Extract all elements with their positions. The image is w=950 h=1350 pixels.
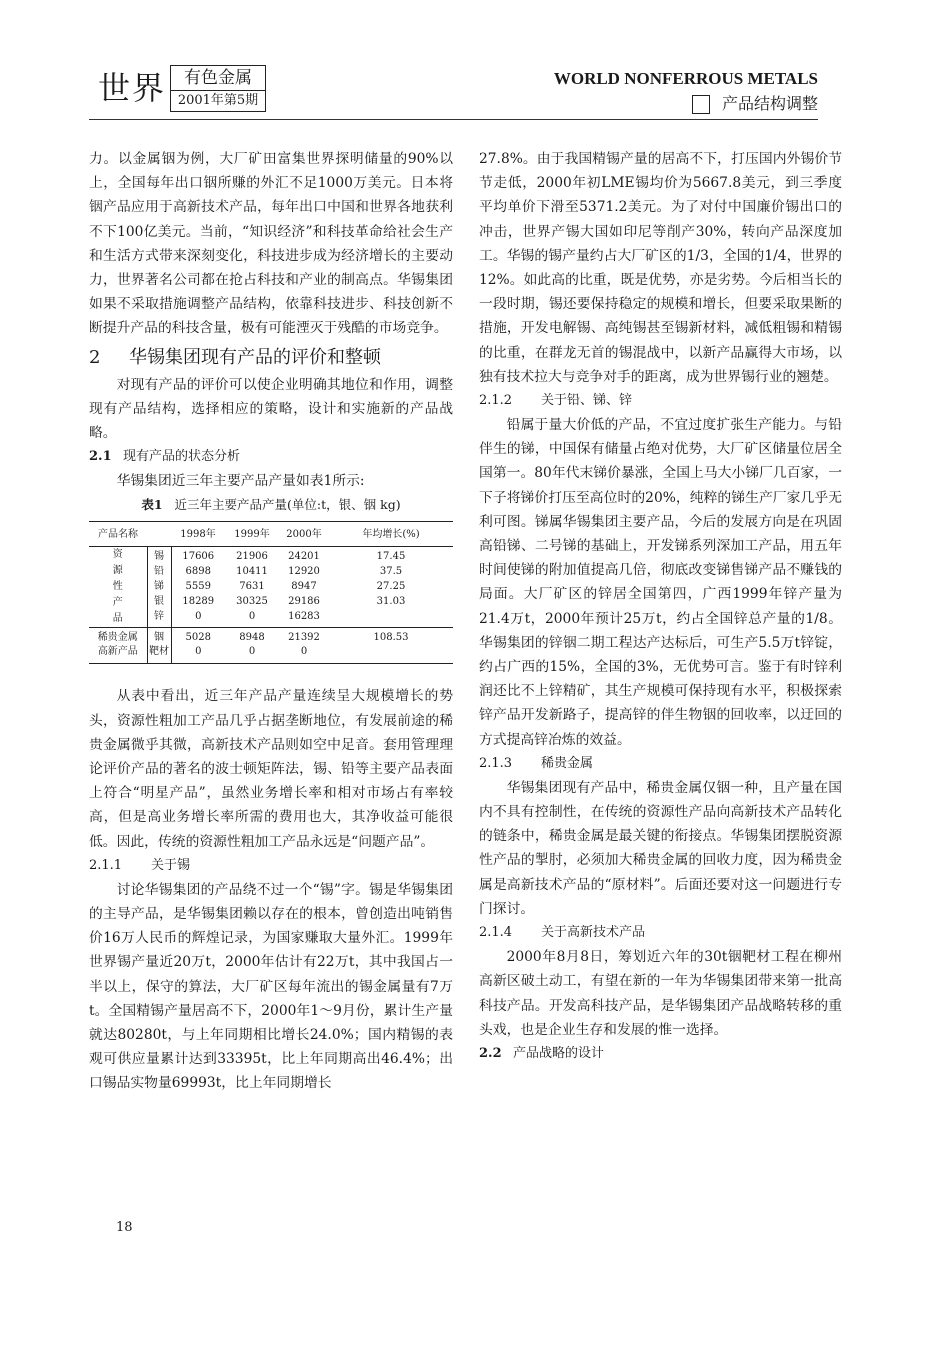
journal-box-title: 有色金属: [171, 66, 265, 91]
table-row: 稀贵金属 铟 5028 8948 21392 108.53: [89, 628, 453, 646]
heading-text: 华锡集团现有产品的评价和整顿: [129, 346, 381, 368]
table-header-cell: [147, 522, 171, 547]
paragraph: 铅属于量大价低的产品，不宜过度扩张生产能力。与铅伴生的锑，中国保有储量占绝对优势，大厂矿区储量位居全国第一。80年代末锑价暴涨，全国上马大小锑厂几百家，一下子将锑价打压至高位时的20%，纯粹的锑生产厂家几乎无利可图。锑属华锡集团主要产品，今后的发展方向是在巩固高铅锑、二号锑的基础上，开发锑系列深加工产品，用五年时间使锑的附加值提高几倍，彻底改变锑售锑产品不赚钱的局面。大厂矿区的锌居全国第四，广西1999年锌产量为21.4万t，2000年预计25万t，约占全国锌总产量的1/8。华锡集团的锌铟二期工程达产达标后，可生产5.5万t锌锭，约占广西的15%，全国的3%，无优势可言。鉴于有时锌利润还比不上锌精矿，其生产规模可保持现有水平，积极探索锌产品开发新路子，提高锌的伴生物铟的回收率，以迂回的方式提高锌冶炼的效益。: [479, 417, 842, 748]
section-heading-2: [89, 343, 453, 373]
heading-number: 2.1.1: [89, 857, 123, 873]
paragraph: 讨论华锡集团的产品绕不过一个“锡”字。锡是华锡集团的主导产品，是华锡集团赖以存在的根本，曾创造出吨销售价16万人民币的辉煌记录，为国家赚取大量外汇。1999年世界锡产量近20万t，2000年估计有22万t，其中我国占一半以上，保守的算法，大厂矿区每年流出的锡金属量有7万t。全国精锡产量居高不下，2000年1～9月份，累计生产量就达80280t，与上年同期相比增长24.0%；国内精锡的表观可供应量累计达到33395t，比上年同期高出46.4%；出口锡品实物量69993t，比上年同期增长: [89, 881, 453, 1092]
table-row: 高新产品 靶材 0 0 0: [89, 645, 453, 664]
paragraph: 力。以金属铟为例，大厂矿田富集世界探明储量的90%以上，全国每年出口铟所赚的外汇不足1000万美元。日本将铟产品应用于高新技术产品，每年出口中国和世界各地获利不下100亿美元。当前，“知识经济”和科技革命给社会生产和生活方式带来深刻变化，科技进步成为经济增长的主要动力，世界著名公司都在抢占科技和产业的制高点。华锡集团如果不采取措施调整产品结构，依靠科技进步、科技创新不断提升产品的科技含量，极有可能湮灭于残酷的市场竞争。: [89, 151, 453, 337]
table-row: 铅 6898 10411 12920 37.5: [89, 565, 453, 580]
production-table: [89, 521, 453, 664]
journal-name-cn: 世界: [98, 69, 167, 107]
group-label-hightech: 高新产品: [89, 645, 147, 664]
table-header-cell: 2000年: [279, 522, 329, 547]
section-heading-2-1-1: [89, 854, 453, 878]
heading-text: 关于铅、锑、锌: [541, 393, 633, 409]
paragraph: 华锡集团近三年主要产品产量如表1所示:: [116, 473, 365, 490]
paragraph: 2000年8月8日，筹划近六年的30t铟靶材工程在柳州高新区破土动工，有望在新的一年为华锡集团带来第一批高科技产品。开发高科技产品，是华锡集团产品战略转移的重头戏，也是企业生存和发展的惟一选择。: [479, 949, 842, 1038]
heading-text: 关于锡: [151, 857, 191, 873]
issue-label: 2001年第5期: [177, 93, 259, 108]
section-heading-2-2: [479, 1042, 842, 1066]
heading-text: 现有产品的状态分析: [123, 449, 241, 465]
table-header-cell: 年均增长(%): [329, 522, 453, 547]
journal-name-en: WORLD NONFERROUS METALS: [553, 69, 818, 88]
table-caption: [89, 493, 453, 517]
section-heading-2-1-2: [479, 389, 842, 413]
group-label-rare: 稀贵金属: [89, 628, 147, 646]
table-header-cell: 1998年: [171, 522, 225, 547]
section-header: [692, 92, 818, 116]
heading-text: 稀贵金属: [541, 755, 594, 771]
heading-text: 产品战略的设计: [513, 1045, 605, 1061]
table-caption-label: 表1: [141, 497, 163, 513]
left-column: [89, 147, 453, 1096]
heading-number: 2.1.3: [479, 755, 513, 771]
section-title: 产品结构调整: [721, 94, 818, 113]
heading-number: 2: [89, 346, 101, 368]
heading-number: 2.1.2: [479, 393, 513, 409]
table-caption-text: 近三年主要产品产量(单位:t，银、铟 kg): [174, 497, 401, 513]
heading-number: 2.2: [479, 1045, 502, 1061]
table-row: 资 源 性 产 品 锡 17606 21906 24201 17.45: [89, 547, 453, 565]
paragraph: 华锡集团现有产品中，稀贵金属仅铟一种，且产量在国内不具有控制性，在传统的资源性产品向高新技术产品转化的链条中，稀贵金属是最关键的衔接点。华锡集团摆脱资源性产品的掣肘，必须加大稀贵金属的回收力度，因为稀贵金属是高新技术产品的“原材料”。后面还要对这一问题进行专门探讨。: [479, 779, 842, 917]
heading-text: 关于高新技术产品: [541, 925, 646, 941]
header-rule: [89, 119, 818, 120]
square-icon: [692, 95, 710, 114]
right-column: [479, 147, 842, 1066]
table-row: 锑 5559 7631 8947 27.25: [89, 580, 453, 595]
section-heading-2-1-4: [479, 921, 842, 945]
paragraph: 27.8%。由于我国精锡产量的居高不下，打压国内外锡价节节走低，2000年初LME锡均价为5667.8美元，到三季度平均单价下滑至5371.2美元。为了对付中国廉价锡出口的冲击，世界产锡大国如印尼等削产30%，转向产品深度加工。华锡的锡产量约占大厂矿区的1/3，全国的1/4，世界的12%。如此高的比重，既是优势，亦是劣势。今后相当长的一段时期，锡还要保持稳定的规模和增长，但要采取果断的措施，开发电解锡、高纯锡甚至锡新材料，减低粗锡和精锡的比重，在群龙无首的锡混战中，以新产品赢得大市场，以独有技术拉大与竞争对手的距离，成为世界锡行业的翘楚。: [479, 151, 842, 385]
journal-title-box: [170, 65, 266, 112]
page-number: 18: [116, 1220, 133, 1235]
paragraph: 从表中看出，近三年产品产量连续呈大规模增长的势头，资源性粗加工产品几乎占据垄断地位，有发展前途的稀贵金属微乎其微，高新技术产品则如空中足音。套用管理理论评价产品的著名的波士顿矩阵法，锡、铅等主要产品表面上符合“明星产品”，虽然业务增长率和相对市场占有率较高，但是高业务增长率所需的费用也大，其净收益可能很低。因此，传统的资源性粗加工产品永远是“问题产品”。: [89, 688, 453, 850]
table-header-cell: 1999年: [225, 522, 279, 547]
paragraph: 对现有产品的评价可以使企业明确其地位和作用，调整现有产品结构，选择相应的策略，设计和实施新的产品战略。: [89, 376, 453, 442]
heading-number: 2.1.4: [479, 925, 513, 941]
heading-number: 2.1: [89, 449, 112, 465]
section-heading-2-1: [89, 445, 453, 469]
group-label-resource: 资 源 性 产 品: [89, 547, 147, 628]
section-heading-2-1-3: [479, 752, 842, 776]
table-row: 锌 0 0 16283: [89, 610, 453, 628]
table-row: 银 18289 30325 29186 31.03: [89, 595, 453, 610]
table-header-cell: 产品名称: [89, 522, 147, 547]
